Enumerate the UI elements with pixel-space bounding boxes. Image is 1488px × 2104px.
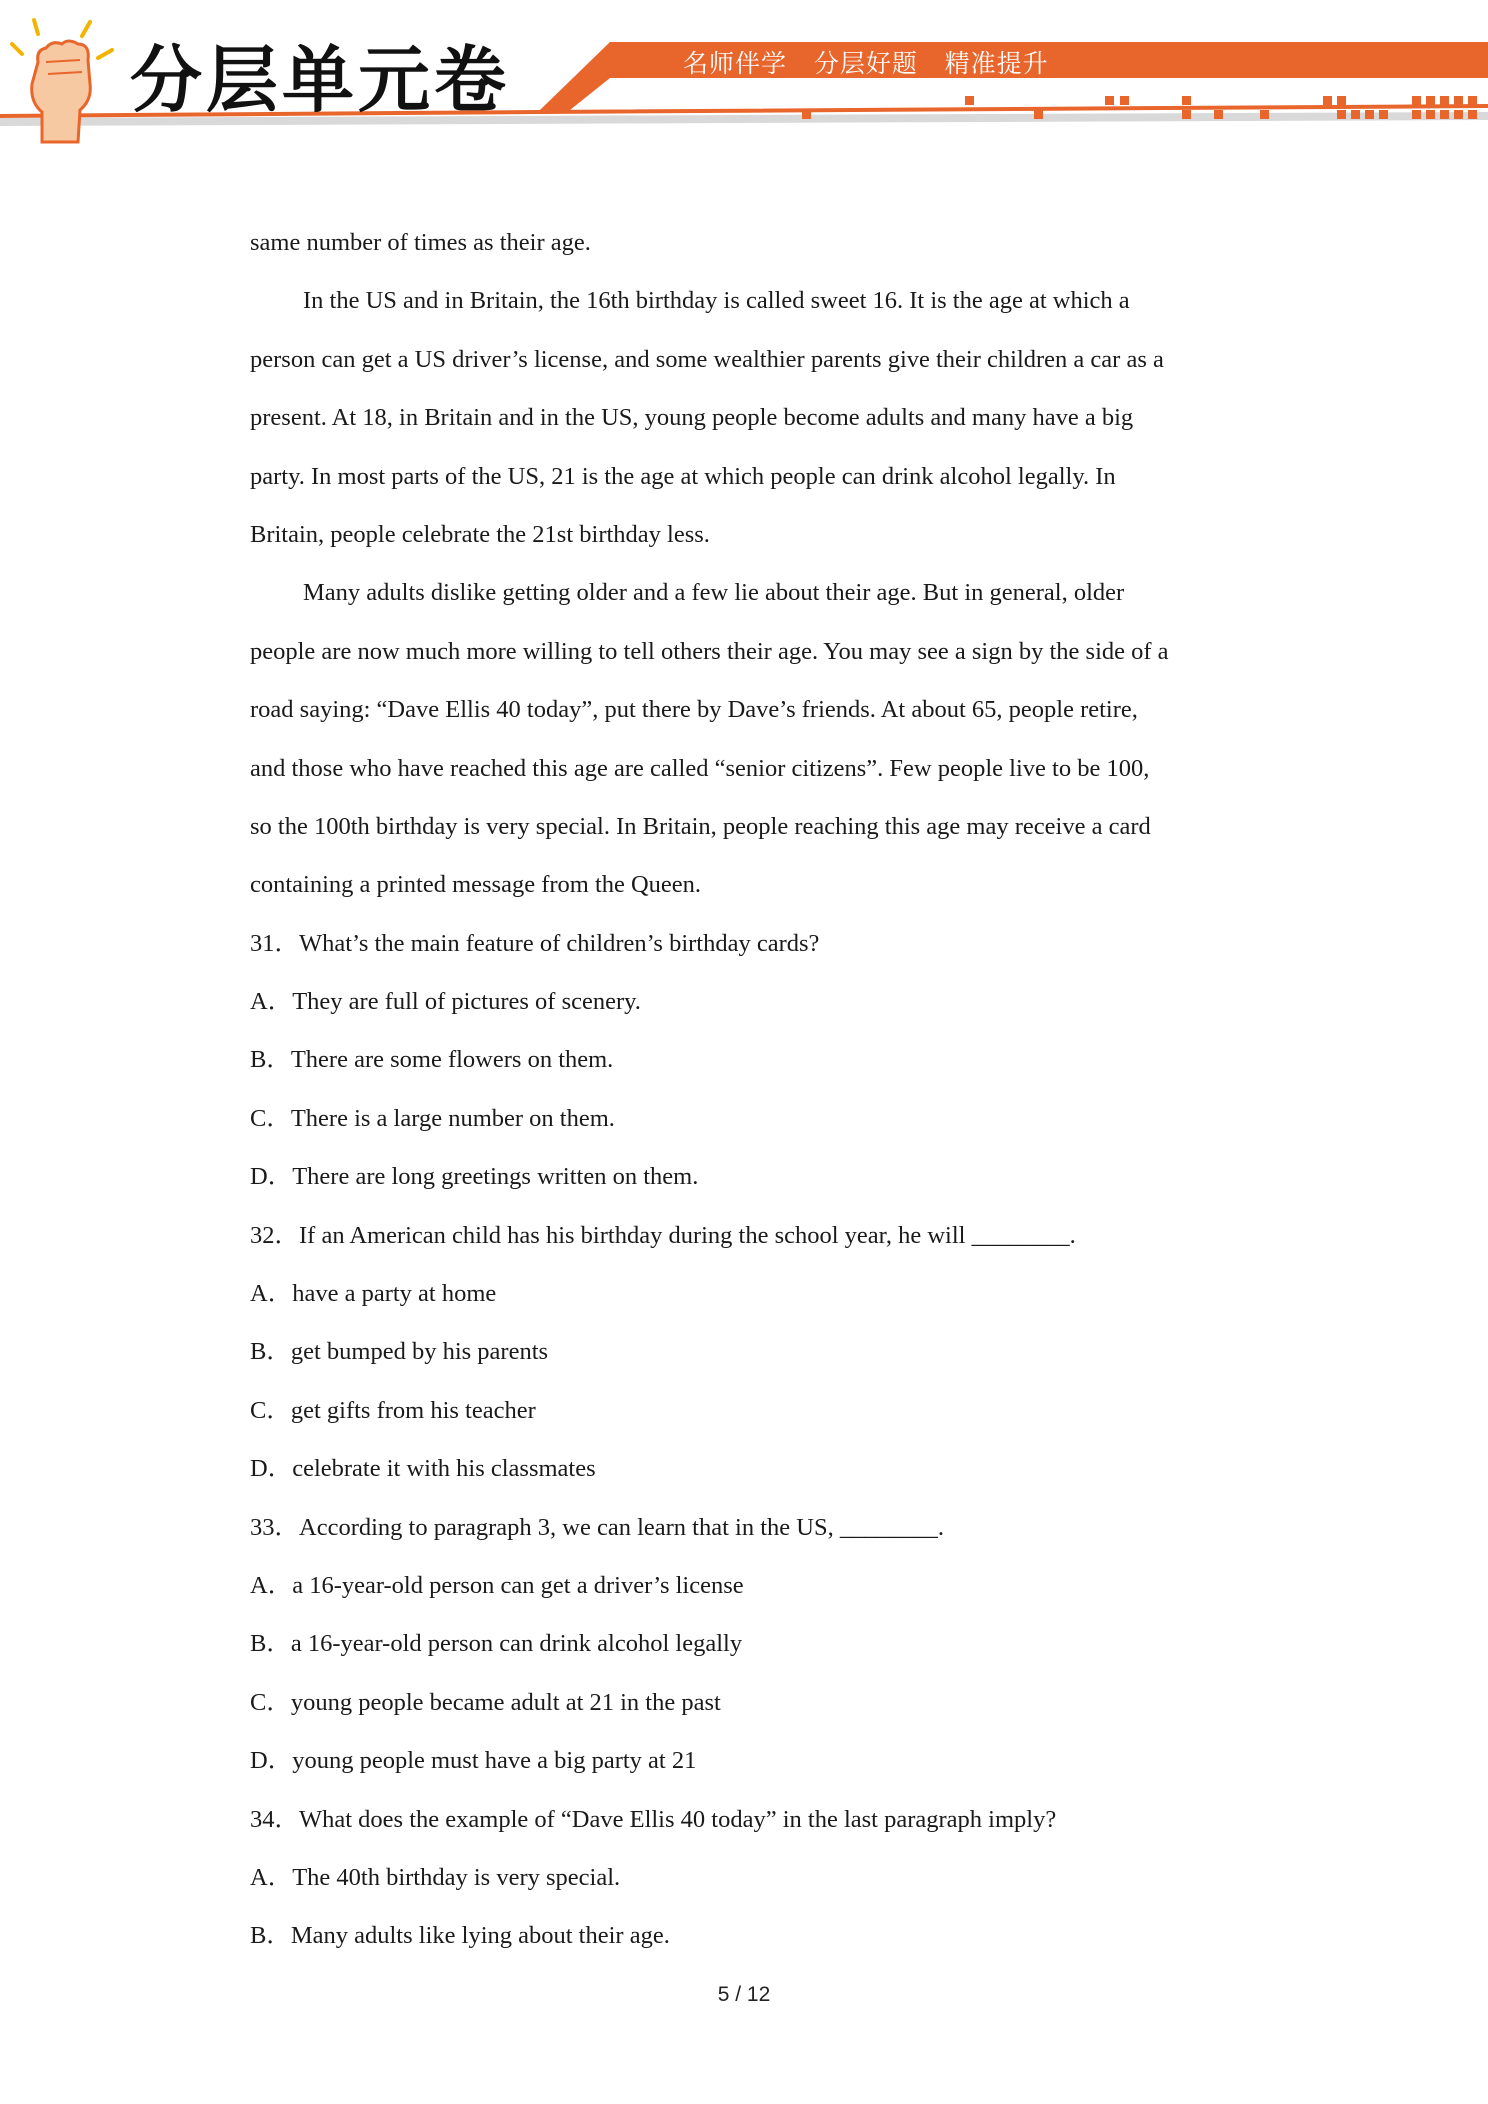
page-header [0, 0, 1488, 150]
passage-line: containing a printed message from the Queen. [250, 871, 702, 899]
question-34-option-a: A．The 40th birthday is very special. [250, 1863, 621, 1891]
question-31-stem: 31．What’s the main feature of children’s birthday cards? [250, 929, 820, 957]
question-33-option-b: B．a 16-year-old person can drink alcohol legally [250, 1630, 743, 1658]
question-32-option-c: C．get gifts from his teacher [250, 1396, 536, 1424]
question-33-option-c: C．young people became adult at 21 in the past [250, 1688, 721, 1716]
question-31-option-a: A．They are full of pictures of scenery. [250, 988, 641, 1016]
question-33-option-a: A．a 16-year-old person can get a driver’s license [250, 1571, 744, 1599]
passage-line: present. At 18, in Britain and in the US, young people become adults and many have a big [250, 404, 1134, 432]
question-33-option-d: D．young people must have a big party at 21 [250, 1747, 697, 1775]
question-32-option-a: A．have a party at home [250, 1280, 497, 1308]
question-31-option-b: B．There are some flowers on them. [250, 1046, 614, 1074]
question-33-stem: 33．According to paragraph 3, we can learn that in the US, ________. [250, 1513, 944, 1541]
passage-line: so the 100th birthday is very special. In Britain, people reaching this age may receive a card [250, 812, 1151, 840]
raised-fist-icon [8, 14, 118, 144]
document-body [250, 214, 1250, 1966]
question-34-stem: 34．What does the example of “Dave Ellis 40 today” in the last paragraph imply? [250, 1805, 1057, 1833]
header-slogan: 名师伴学 分层好题 精准提升 [683, 49, 1049, 78]
question-34-option-b: B．Many adults like lying about their age. [250, 1922, 670, 1950]
passage-line: party. In most parts of the US, 21 is the age at which people can drink alcohol legally. In [250, 462, 1116, 490]
passage-line: Many adults dislike getting older and a few lie about their age. But in general, older [303, 579, 1125, 607]
passage-line: people are now much more willing to tell others their age. You may see a sign by the side of a [250, 637, 1169, 665]
passage-line: Britain, people celebrate the 21st birthday less. [250, 520, 710, 548]
question-32-option-b: B．get bumped by his parents [250, 1338, 549, 1366]
brand-title: 分层单元卷 [130, 38, 511, 122]
passage-line: road saying: “Dave Ellis 40 today”, put there by Dave’s friends. At about 65, people retire, [250, 696, 1138, 724]
question-31-option-d: D．There are long greetings written on them. [250, 1163, 699, 1191]
page-number: 5 / 12 [717, 1983, 771, 2006]
passage-line: and those who have reached this age are called “senior citizens”. Few people live to be 100, [250, 754, 1150, 782]
question-32-option-d: D．celebrate it with his classmates [250, 1455, 596, 1483]
passage-line: same number of times as their age. [250, 229, 591, 256]
question-32-stem: 32．If an American child has his birthday during the school year, he will ________. [250, 1221, 1076, 1249]
passage-line: In the US and in Britain, the 16th birthday is called sweet 16. It is the age at which a [303, 287, 1130, 315]
question-31-option-c: C．There is a large number on them. [250, 1104, 615, 1132]
passage-line: person can get a US driver’s license, and some wealthier parents give their children a car as a [250, 345, 1164, 373]
